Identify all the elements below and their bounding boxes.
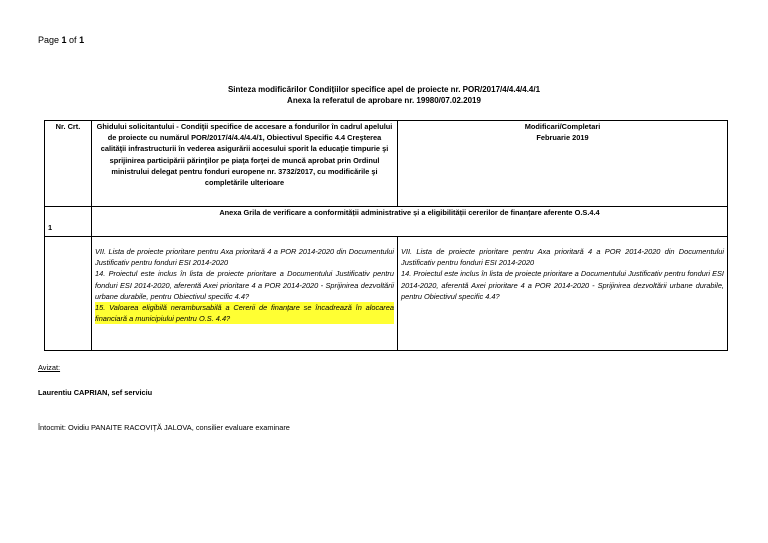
modified-item-14: 14. Proiectul este inclus în lista de proiecte prioritare a Documentului Justificativ pentru fonduri ESI 2014-2020, aferentă Axei prioritare 4 a POR 2014-2020 - Sprijinirea dezvoltării urbane durabile, pentru Obiectivul specific 4.4?	[401, 269, 724, 301]
table-row	[45, 207, 728, 237]
original-item-15-highlighted: 15. Valoarea eligibilă nerambursabilă a Cererii de finanțare se încadrează în alocarea financiară a municipiului pentru O.S. 4.4?	[95, 303, 394, 324]
original-item-14: 14. Proiectul este inclus în lista de proiecte prioritare a Documentului Justificativ pentru fonduri ESI 2014-2020, aferentă Axei prioritare 4 a POR 2014-2020 - Sprijinirea dezvoltării urbane durabile, pentru Obiectivul specific 4.4?	[95, 269, 394, 301]
approver-signature: Laurentiu CAPRIAN, sef serviciu	[38, 388, 153, 397]
original-item-vii: VII. Lista de proiecte prioritare pentru Axa prioritară 4 a POR 2014-2020 din Documentului Justificativ pentru fonduri ESI 2014-2020	[95, 247, 394, 268]
document-title: Sinteza modificărilor Condițiilor specifice apel de proiecte nr. POR/2017/4/4.4/4.4/1	[227, 85, 541, 94]
table-header-row	[45, 121, 728, 207]
page-indicator	[38, 35, 84, 45]
original-content-cell	[92, 237, 398, 351]
anexa-title: Anexa Grila de verificare a conformității administrative și a eligibilității cererilor de finanțare aferente O.S.4.4	[92, 207, 728, 237]
table-row	[45, 237, 728, 351]
page-sep: of	[66, 35, 80, 45]
prepared-by-signature: Întocmit: Ovidiu PANAITE RACOVIȚĂ JALOVA, consilier evaluare examinare	[38, 423, 290, 432]
header-ghid: Ghidului solicitantului - Condiţii specifice de accesare a fondurilor în cadrul apelului de proiecte cu numărul POR/2017/4/4.4/4.4/1, Obiectivul Specific 4.4 Creşterea calităţii infrastructurii în vederea asigurării accesului sporit la educaţie timpurie şi sprijinirea participării părinţilor pe piaţa forţei de muncă aprobat prin Ordinul ministrului delegat pentru fonduri europene nr. 3732/2017, cu modificările şi completările ulterioare	[92, 121, 398, 207]
modifications-table	[44, 120, 728, 351]
page-current: 1	[61, 35, 67, 45]
row-number: 1	[45, 207, 92, 237]
document-subtitle: Anexa la referatul de aprobare nr. 19980/07.02.2019	[287, 96, 481, 105]
header-modificari-label: Modificari/Completari	[524, 122, 601, 131]
header-modificari-date: Februarie 2019	[536, 133, 589, 143]
page-prefix: Page	[38, 35, 62, 45]
modified-content-cell	[398, 237, 728, 351]
page-total: 1	[79, 35, 85, 45]
header-nr-crt: Nr. Crt.	[45, 121, 92, 207]
avizat-label: Avizat:	[38, 363, 61, 372]
empty-cell	[45, 237, 92, 351]
header-modificari	[398, 121, 728, 207]
modified-item-vii: VII. Lista de proiecte prioritare pentru Axa prioritară 4 a POR 2014-2020 din Documentului Justificativ pentru fonduri ESI 2014-2020	[401, 247, 724, 268]
